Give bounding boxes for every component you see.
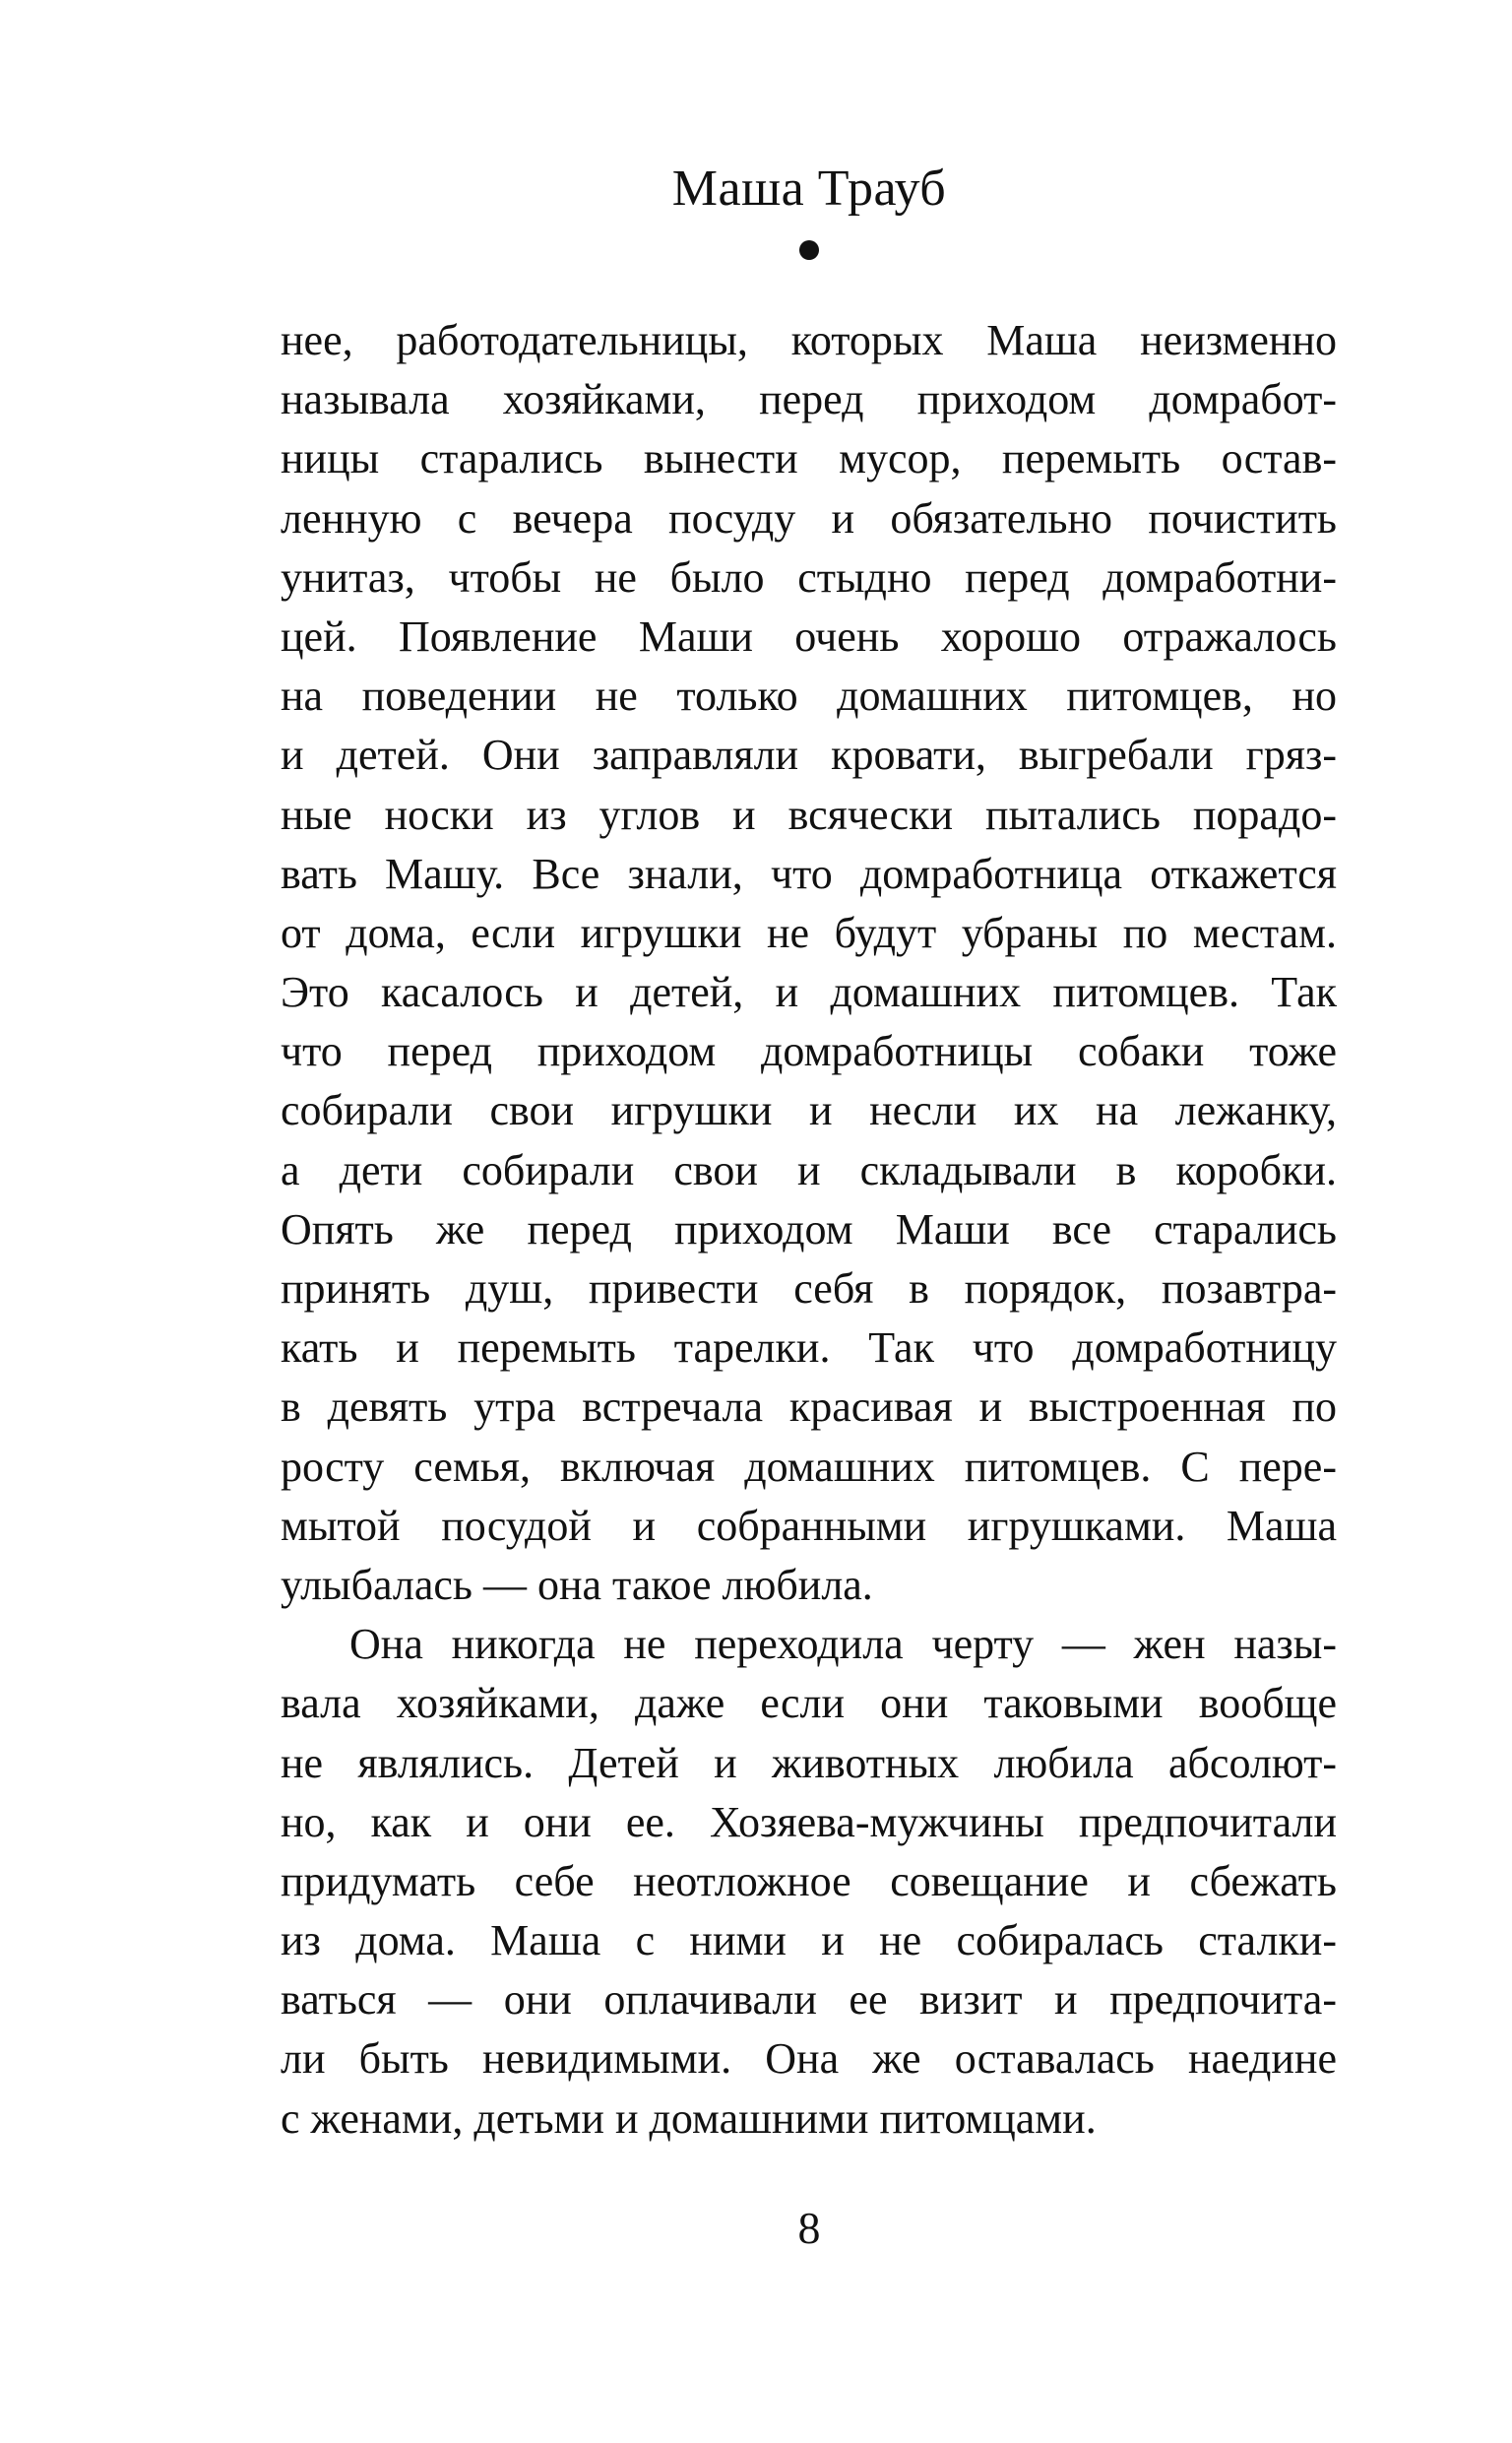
text-line: а дети собирали свои и складывали в коробки.: [281, 1145, 1337, 1194]
text-line: на поведении не только домашних питомцев, но: [281, 672, 1337, 721]
text-line: мытой посудой и собранными игрушками. Маша: [281, 1501, 1337, 1550]
text-line: цей. Появление Маши очень хорошо отражалось: [281, 611, 1337, 661]
page-number: 8: [797, 2203, 821, 2253]
text-line: Опять же перед приходом Маши все старались: [281, 1204, 1337, 1254]
text-line: ваться — они оплачивали ее визит и предпочита-: [281, 1975, 1337, 2025]
text-line: вала хозяйками, даже если они таковыми вообще: [281, 1679, 1337, 1728]
running-head-author: Маша Трауб: [671, 161, 947, 217]
text-line: и детей. Они заправляли кровати, выгребали гряз-: [281, 731, 1337, 780]
text-line: собирали свои игрушки и несли их на лежанку,: [281, 1086, 1337, 1135]
text-line: кать и перемыть тарелки. Так что домработницу: [281, 1323, 1337, 1373]
text-line: придумать себе неотложное совещание и сбежать: [281, 1856, 1337, 1905]
bullet-ornament-icon: [799, 240, 819, 260]
paragraph: [281, 1615, 1337, 2149]
body-text: [281, 311, 1337, 2149]
text-line: что перед приходом домработницы собаки тоже: [281, 1027, 1337, 1076]
text-line: но, как и они ее. Хозяева-мужчины предпочитали: [281, 1797, 1337, 1846]
paragraph: [281, 311, 1337, 1615]
text-line: называла хозяйками, перед приходом домработ-: [281, 375, 1337, 424]
text-line: с женами, детьми и домашними питомцами.: [281, 2093, 1097, 2143]
text-line: нее, работодательницы, которых Маша неизменно: [281, 316, 1337, 364]
text-line: унитаз, чтобы не было стыдно перед домработни-: [281, 552, 1337, 602]
text-line: Она никогда не переходила черту — жен назы-: [349, 1620, 1337, 1669]
text-line: ленную с вечера посуду и обязательно почистить: [281, 493, 1337, 543]
text-line: ницы старались вынести мусор, перемыть остав-: [281, 434, 1337, 483]
text-line: от дома, если игрушки не будут убраны по местам.: [281, 908, 1337, 957]
text-line: росту семья, включая домашних питомцев. С пере-: [281, 1442, 1337, 1491]
text-line: вать Машу. Все знали, что домработница откажется: [281, 849, 1337, 898]
text-line: из дома. Маша с ними и не собиралась сталки-: [281, 1916, 1337, 1965]
text-line: улыбалась — она такое любила.: [281, 1560, 873, 1609]
text-line: в девять утра встречала красивая и выстроенная по: [281, 1382, 1337, 1432]
text-line: принять душ, привести себя в порядок, позавтра-: [281, 1264, 1337, 1313]
text-line: не являлись. Детей и животных любила абсолют-: [281, 1738, 1337, 1787]
text-line: ли быть невидимыми. Она же оставалась наедине: [281, 2034, 1337, 2084]
text-line: ные носки из углов и всячески пытались порадо-: [281, 790, 1337, 839]
text-line: Это касалось и детей, и домашних питомцев. Так: [281, 968, 1337, 1017]
